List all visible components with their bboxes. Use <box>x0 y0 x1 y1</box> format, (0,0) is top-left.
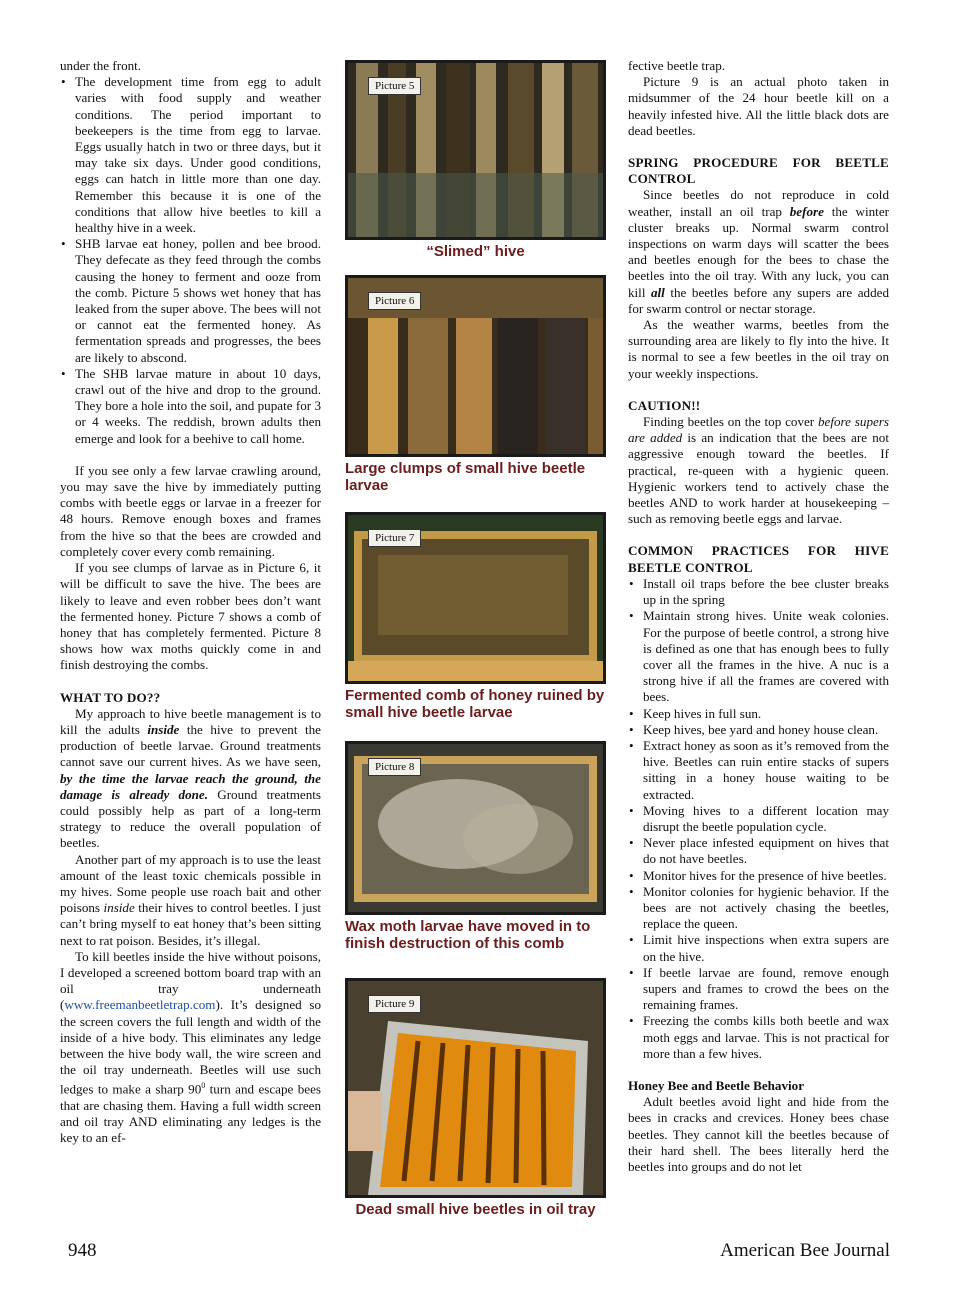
website-link[interactable]: www.freemanbeetletrap.com <box>64 997 216 1013</box>
picture-label: Picture 7 <box>368 529 421 547</box>
figure-picture-8 <box>345 741 606 952</box>
paragraph: Picture 9 is an actual photo taken in midsummer of the 24 hour beetle kill on a heavily infested hive. All the little black dots are dead beetles. <box>628 74 889 138</box>
list-item: • The SHB larvae mature in about 10 days, crawl out of the hive and drop to the ground. They bore a hole into the soil, and pupate for 3 or 4 weeks. The reddish, brown adults then emerge and look for a beehive to call home. <box>60 366 321 447</box>
paragraph: Since beetles do not reproduce in cold weather, install an oil trap before the winter cluster breaks up. Normal swarm control inspections on warm days will scatter the bees and beetles enough for the bees to chase the beetles into the oil tray. With any luck, you can kill all the beetles before any supers are added for swarm control or nectar storage. <box>628 187 889 316</box>
right-column <box>628 58 889 1175</box>
figure-picture-7 <box>345 512 606 721</box>
left-column <box>60 58 321 1147</box>
journal-title: American Bee Journal <box>720 1240 890 1261</box>
section-heading-caution: CAUTION!! <box>628 397 701 413</box>
photo-wax-moth <box>345 741 606 915</box>
paragraph: My approach to hive beetle management is to kill the adults inside the hive to prevent the production of beetle larvae. Ground treatments cannot save our current hives. As we have seen, by the time the larvae reach the ground, the damage is already done. Ground treatments could possibly help as part of a long-term strategy to reduce the overall population of beetles. <box>60 705 321 851</box>
caption: Large clumps of small hive beetle larvae <box>345 460 586 494</box>
paragraph: If you see only a few larvae crawling around, you may save the hive by immediately putting combs with beetle eggs or larvae in a freezer for 48 hours. Remove enough boxes and frames from the hive so that the bees are crowded and completely cover every comb remaining. <box>60 462 321 559</box>
caption: “Slimed” hive <box>426 243 525 260</box>
list-item: • Limit hive inspections when extra supers are on the hive. <box>628 932 889 964</box>
page-number: 948 <box>68 1240 97 1261</box>
figure-picture-6 <box>345 275 606 494</box>
list-item: • Freezing the combs kills both beetle and wax moth eggs and larvae. This is not practical for more than a few hives. <box>628 1013 889 1062</box>
paragraph: Finding beetles on the top cover before supers are added is an indication that the bees are not aggressive enough toward the beetles. If practical, re-queen with a hygienic queen. Hygienic workers tend to actively chase the beetles AND to work harder at housekeeping – such as removing beetle eggs and larvae. <box>628 414 889 527</box>
paragraph: As the weather warms, beetles from the surrounding area are likely to fly into the hive. It is normal to see a few beetles in the oil tray on your weekly inspections. <box>628 317 889 381</box>
photo-oil-tray <box>345 978 606 1198</box>
section-heading-spring: SPRING PROCEDURE FOR BEETLE CONTROL <box>628 155 889 187</box>
bullet-list <box>628 576 889 1062</box>
paragraph: Adult beetles avoid light and hide from the bees in cracks and crevices. Honey bees chase beetles. They cannot kill the beetles because of their hard shell. The bees literally herd the beetles into groups and do not let <box>628 1094 889 1174</box>
paragraph: fective beetle trap. <box>628 58 726 73</box>
list-item: • Monitor hives for the presence of hive beetles. <box>628 868 889 884</box>
section-heading-behavior: Honey Bee and Beetle Behavior <box>628 1077 805 1093</box>
picture-label: Picture 9 <box>368 995 421 1013</box>
list-item: • The development time from egg to adult varies with food supply and weather conditions. The period important to beekeepers is the time from egg to larvae. Eggs usually hatch in two or three days, but it may take six days. Under good conditions, eggs can hatch in little more than one day. Remember this because it is one of the conditions that allow hive beetles to kill a healthy hive in a week. <box>60 74 321 236</box>
list-item: • Keep hives in full sun. <box>628 706 889 722</box>
list-item: • Moving hives to a different location may disrupt the beetle population cycle. <box>628 803 889 835</box>
list-item: • If beetle larvae are found, remove enough supers and frames to crowd the bees on the remaining frames. <box>628 965 889 1014</box>
picture-label: Picture 6 <box>368 292 421 310</box>
list-item: • Monitor colonies for hygienic behavior. If the bees are not actively chasing the beetles, replace the queen. <box>628 884 889 933</box>
figure-picture-9 <box>345 978 606 1219</box>
caption: Wax moth larvae have moved in to finish destruction of this comb <box>345 918 591 952</box>
list-item: • Maintain strong hives. Unite weak colonies. For the purpose of beetle control, a strong hive is defined as one that has enough bees to fully cover all the frames in the hive. A nuc is a strong hive if all the frames are covered with bees. <box>628 608 889 705</box>
list-item: • Extract honey as soon as it’s removed from the hive. Beetles can ruin entire stacks of supers sitting in a honey house waiting to be extracted. <box>628 738 889 803</box>
bullet-list <box>60 74 321 447</box>
list-item: • Never place infested equipment on hives that do not have beetles. <box>628 835 889 867</box>
paragraph: under the front. <box>60 58 142 73</box>
list-item: • Keep hives, bee yard and honey house clean. <box>628 722 889 738</box>
paragraph: If you see clumps of larvae as in Picture 6, it will be difficult to save the hive. The bees are likely to leave and even robber bees don’t want the fermented honey. Picture 7 shows a comb of honey that has completely fermented. Picture 8 shows how wax moths quickly come in and finish destroying the combs. <box>60 560 321 673</box>
photo-slimed-hive <box>345 60 606 240</box>
figure-picture-5 <box>345 60 606 261</box>
list-item: • SHB larvae eat honey, pollen and bee brood. They defecate as they feed through the combs causing the honey to ferment and ooze from the comb. Picture 5 shows wet honey that has leaked from the super above. The bees will not or cannot eat the fermented honey. As fermentation spreads and progresses, the bees are likely to abscond. <box>60 236 321 366</box>
section-heading-common-practices: COMMON PRACTICES FOR HIVE BEETLE CONTROL <box>628 543 889 575</box>
paragraph: Another part of my approach is to use the least amount of the least toxic chemicals possible in my hives. Some people use roach bait and other poisons inside their hives to control beetles. I just can’t bring myself to eat honey that’s been sitting next to rat poison. Besides, it’s illegal. <box>60 851 321 948</box>
list-item: • Install oil traps before the bee cluster breaks up in the spring <box>628 576 889 608</box>
caption: Dead small hive beetles in oil tray <box>355 1201 596 1218</box>
caption: Fermented comb of honey ruined by small hive beetle larvae <box>345 687 605 721</box>
section-heading-what-to-do: WHAT TO DO?? <box>60 689 161 705</box>
paragraph: To kill beetles inside the hive without poisons, I developed a screened bottom board trap with an oil tray underneath (www.freemanbeetletrap.com). It’s designed so the screen covers the full length and width of the inside of a hive body. This eliminates any ledge between the hive body wall, the wire screen and the oil tray underneath. Beetles will use such ledges to make a sharp $90^0$ turn and escape bees that are chasing them. Having a full width screen and oil tray AND eliminating any ledges is the key to an ef- <box>60 948 321 1146</box>
photo-fermented-comb <box>345 512 606 684</box>
picture-label: Picture 5 <box>368 77 421 95</box>
picture-label: Picture 8 <box>368 758 421 776</box>
photo-larvae-clumps <box>345 275 606 457</box>
